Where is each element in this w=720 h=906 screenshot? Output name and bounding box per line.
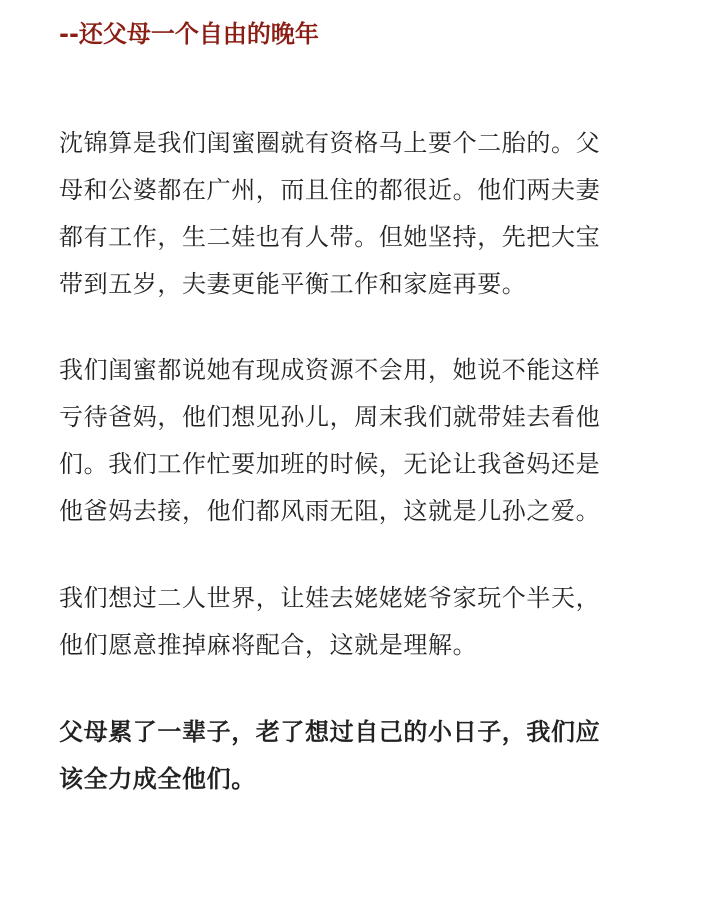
section-heading: --还父母一个自由的晚年	[59, 20, 319, 48]
paragraph-line: 他爸妈去接，他们都风雨无阻，这就是儿孙之爱。	[59, 497, 601, 525]
paragraph-line: 带到五岁，夫妻更能平衡工作和家庭再要。	[59, 270, 527, 298]
paragraph-line: 沈锦算是我们闺蜜圈就有资格马上要个二胎的。父	[59, 129, 601, 157]
paragraph-1	[59, 120, 659, 308]
paragraph-4-bold-conclusion	[59, 709, 659, 803]
paragraph-line: 亏待爸妈，他们想见孙儿，周末我们就带娃去看他	[59, 403, 601, 431]
paragraph-line: 我们闺蜜都说她有现成资源不会用，她说不能这样	[59, 356, 601, 384]
paragraph-line: 该全力成全他们。	[59, 765, 256, 793]
paragraph-line: 父母累了一辈子，老了想过自己的小日子，我们应	[59, 718, 601, 746]
article	[59, 0, 659, 803]
paragraph-line: 母和公婆都在广州，而且住的都很近。他们两夫妻	[59, 176, 601, 204]
paragraph-line: 我们想过二人世界，让娃去姥姥姥爷家玩个半天，	[59, 584, 601, 612]
paragraph-line: 们。我们工作忙要加班的时候，无论让我爸妈还是	[59, 450, 601, 478]
paragraph-3	[59, 575, 659, 669]
paragraph-line: 他们愿意推掉麻将配合，这就是理解。	[59, 631, 478, 659]
paragraph-line: 都有工作，生二娃也有人带。但她坚持，先把大宝	[59, 223, 601, 251]
paragraph-2	[59, 347, 659, 535]
